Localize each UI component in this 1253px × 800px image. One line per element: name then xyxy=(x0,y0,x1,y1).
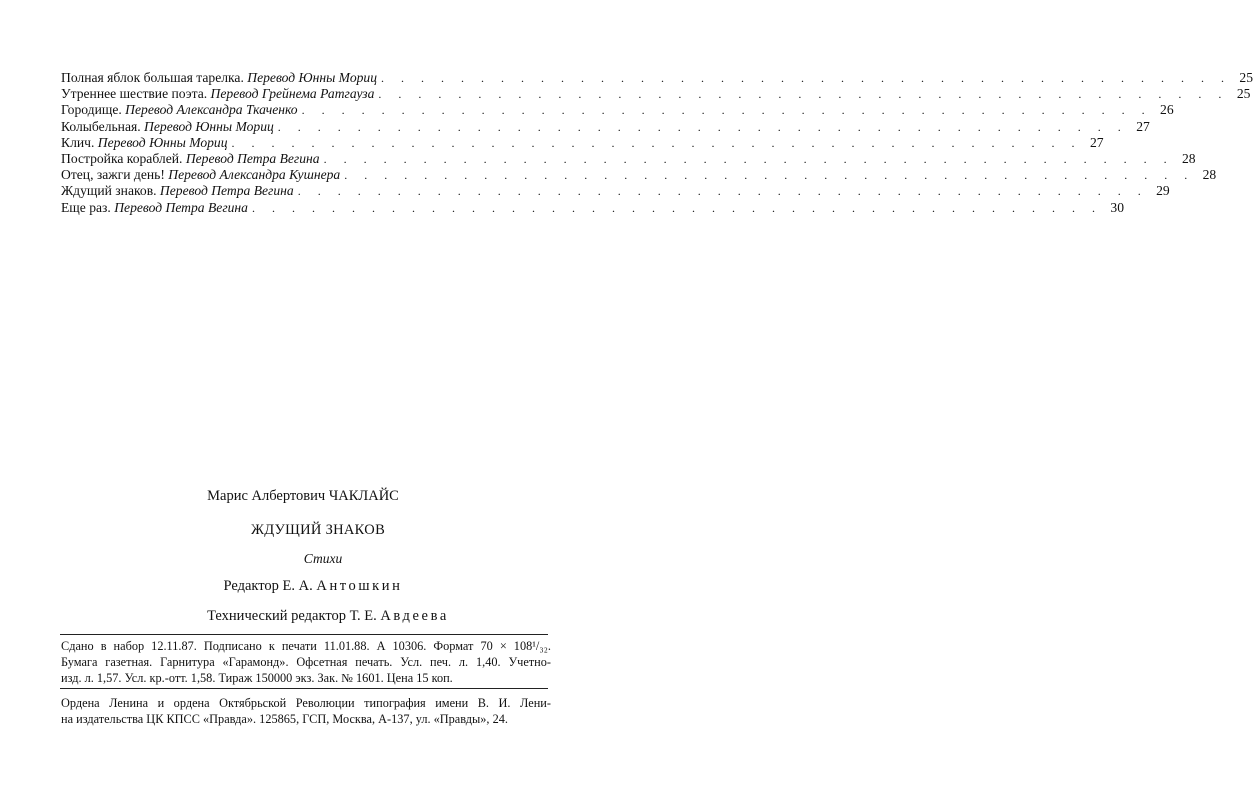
toc-entry xyxy=(61,150,1196,167)
technical-editor-credit xyxy=(25,608,631,625)
print-details-line: Сдано в набор 12.11.87. Подписано к печати 11.01.88. А 10306. Формат 70 × 108¹/₃₂. xyxy=(61,639,551,653)
book-title: ЖДУЩИЙ ЗНАКОВ xyxy=(250,522,386,538)
author-name xyxy=(0,488,606,505)
toc-entry xyxy=(61,118,1150,135)
toc-entry-title: Постройка кораблей. Перевод Петра Вегина xyxy=(61,150,320,166)
divider-top xyxy=(60,634,548,635)
publisher-line: Ордена Ленина и ордена Октябрьской Революции типография имени В. И. Лени- xyxy=(61,696,551,710)
toc-page-number: 28 xyxy=(1181,150,1196,166)
print-details-line: изд. л. 1,57. Усл. кр.-отт. 1,58. Тираж 150000 экз. Зак. № 1601. Цена 15 коп. xyxy=(61,671,453,685)
tech-editor-role: Технический редактор xyxy=(207,608,346,624)
tech-editor-initials: Т. Е. xyxy=(349,608,377,624)
toc-entry xyxy=(61,70,1253,86)
tech-editor-name: Авдеева xyxy=(380,608,449,624)
toc-leader-dots: . . . . . . . . . . . . . . . . . . . . . . . . . . . . . . . . . . . . . . . . . . . xyxy=(277,119,1128,134)
toc-entry xyxy=(61,167,1217,183)
author-given-names: Марис Албертович xyxy=(207,488,326,504)
author-surname: ЧАКЛАЙС xyxy=(328,488,399,504)
toc-entry-title: Ждущий знаков. Перевод Петра Вегина xyxy=(61,183,294,199)
toc-entry xyxy=(61,183,1170,199)
divider-middle xyxy=(60,688,548,689)
toc-page-number: 27 xyxy=(1089,134,1104,150)
table-of-contents xyxy=(61,70,1253,216)
publisher-info xyxy=(61,695,551,727)
toc-page-number: 25 xyxy=(1239,70,1253,85)
toc-entry-title: Колыбельная. Перевод Юнны Мориц xyxy=(61,118,274,134)
toc-leader-dots: . . . . . . . . . . . . . . . . . . . . . . . . . . . . . . . . . . . . . . . . . . . xyxy=(251,200,1102,215)
editor-name: Антошкин xyxy=(316,578,403,594)
toc-leader-dots: . . . . . . . . . . . . . . . . . . . . . . . . . . . . . . . . . . . . . . . . . . . xyxy=(344,168,1195,183)
print-details-line: Бумага газетная. Гарнитура «Гарамонд». Офсетная печать. Усл. печ. л. 1,40. Учетно- xyxy=(61,655,551,669)
toc-entry xyxy=(61,199,1124,216)
toc-leader-dots: . . . . . . . . . . . . . . . . . . . . . . . . . . . . . . . . . . . . . . . . . . . xyxy=(297,184,1148,199)
toc-page-number: 27 xyxy=(1136,118,1150,134)
toc-page-number: 30 xyxy=(1110,199,1124,215)
print-details xyxy=(61,638,551,686)
toc-entry xyxy=(61,102,1174,118)
toc-entry-title: Полная яблок большая тарелка. Перевод Юнны Мориц xyxy=(61,70,378,85)
toc-leader-dots: . . . . . . . . . . . . . . . . . . . . . . . . . . . . . . . . . . . . . . . . . . . xyxy=(231,135,1082,150)
toc-leader-dots: . . . . . . . . . . . . . . . . . . . . . . . . . . . . . . . . . . . . . . . . . . . xyxy=(381,71,1232,85)
editor-credit xyxy=(10,578,616,595)
book-genre: Стихи xyxy=(303,551,343,566)
toc-entry-title: Клич. Перевод Юнны Мориц xyxy=(61,134,228,150)
toc-page-number: 28 xyxy=(1202,167,1217,183)
toc-entry xyxy=(61,86,1251,102)
toc-leader-dots: . . . . . . . . . . . . . . . . . . . . . . . . . . . . . . . . . . . . . . . . . . . xyxy=(323,151,1174,166)
toc-page-number: 29 xyxy=(1156,183,1170,199)
toc-entry-title: Еще раз. Перевод Петра Вегина xyxy=(61,199,248,215)
publisher-line: на издательства ЦК КПСС «Правда». 125865, ГСП, Москва, А-137, ул. «Правды», 24. xyxy=(61,712,508,726)
toc-page-number: 25 xyxy=(1236,86,1251,102)
toc-leader-dots: . . . . . . . . . . . . . . . . . . . . . . . . . . . . . . . . . . . . . . . . . . . xyxy=(301,103,1152,118)
editor-role: Редактор xyxy=(223,578,279,594)
toc-leader-dots: . . . . . . . . . . . . . . . . . . . . . . . . . . . . . . . . . . . . . . . . . . . xyxy=(378,87,1229,102)
toc-entry-title: Утреннее шествие поэта. Перевод Грейнема Ратгауза xyxy=(61,86,375,102)
toc-entry-title: Городище. Перевод Александра Ткаченко xyxy=(61,102,298,118)
toc-page-number: 26 xyxy=(1160,102,1174,118)
toc-entry-title: Отец, зажги день! Перевод Александра Кушнера xyxy=(61,167,341,183)
toc-entry xyxy=(61,134,1104,151)
editor-initials: Е. А. xyxy=(282,578,313,594)
